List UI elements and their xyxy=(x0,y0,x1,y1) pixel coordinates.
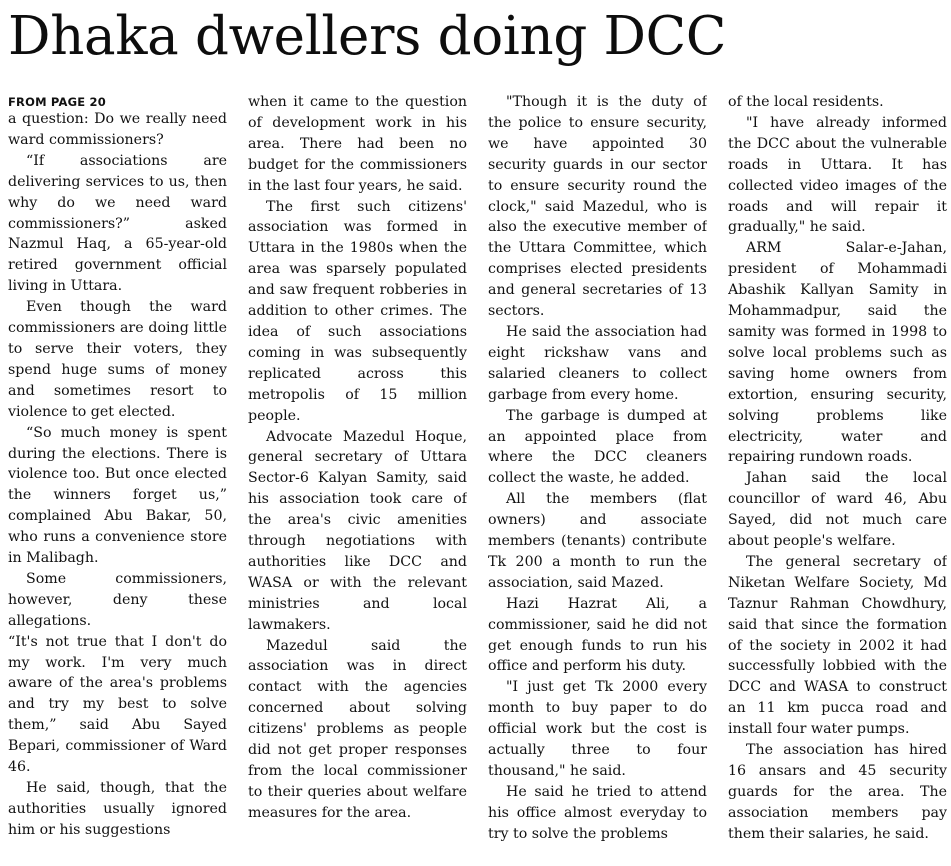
paragraph: Hazi Hazrat Ali, a commissioner, said he did not get enough funds to run his office and perform his duty. xyxy=(488,595,707,675)
paragraph: Mazedul said the association was in direct contact with the agencies concerned about solving citizens' problems as people did not get proper responses from the local commissioner to their queries about welfare measures for the area. xyxy=(248,637,467,821)
continued-from-kicker: FROM PAGE 20 xyxy=(8,95,106,109)
paragraph: Advocate Mazedul Hoque, general secretary of Uttara Sector-6 Kalyan Samity, said his association took care of the area's civic amenities through negotiations with authorities like DCC and WASA or with the relevant ministries and local lawmakers. xyxy=(248,428,467,633)
headline: Dhaka dwellers doing DCC xyxy=(8,6,727,67)
paragraph: when it came to the question of development work in his area. There had been no budget for the commissioners in the last four years, he said. xyxy=(248,94,467,194)
paragraph: "Though it is the duty of the police to ensure security, we have appointed 30 security guards in our sector to ensure security round the clock," said Mazedul, who is also the executive member of the Uttara Committee, which comprises elected presidents and general secretaries of 13 sectors. xyxy=(488,94,707,320)
article-body xyxy=(8,92,947,866)
paragraph: of the local residents. xyxy=(728,94,884,110)
article-column-2 xyxy=(248,92,467,866)
paragraph: "I have already informed the DCC about the vulnerable roads in Uttara. It has collected video images of the roads and will repair it gradually," he said. xyxy=(728,114,947,236)
article-column-4 xyxy=(728,92,947,866)
paragraph: He said the association had eight rickshaw vans and salaried cleaners to collect garbage from every home. xyxy=(488,323,707,403)
paragraph: Jahan said the local councillor of ward 46, Abu Sayed, did not much care about people's welfare. xyxy=(728,470,947,550)
paragraph: Some commissioners, however, deny these allegations. xyxy=(8,570,227,629)
paragraph: “If associations are delivering services to us, then why do we need ward commissioners?” asked Nazmul Haq, a 65-year-old retired government official living in Uttara. xyxy=(8,152,227,295)
paragraph: “So much money is spent during the elections. There is violence too. But once elected the winners forget us,” complained Abu Bakar, 50, who runs a convenience store in Malibagh. xyxy=(8,424,227,567)
paragraph: a question: Do we really need ward commissioners? xyxy=(8,111,227,148)
paragraph: All the members (flat owners) and associate members (tenants) contribute Tk 200 a month to run the association, said Mazed. xyxy=(488,491,707,591)
paragraph: ARM Salar-e-Jahan, president of Mohammadi Abashik Kallyan Samity in Mohammadpur, said the samity was formed in 1998 to solve local problems such as saving home owners from extortion, ensuring security, solving problems like electricity, water and repairing rundown roads. xyxy=(728,240,947,466)
paragraph: The association has hired 16 ansars and 45 security guards for the area. The association members pay them their salaries, he said. xyxy=(728,742,947,842)
paragraph: He said he tried to attend his office almost everyday to try to solve the problems xyxy=(488,783,707,842)
paragraph: "I just get Tk 2000 every month to buy paper to do official work but the cost is actually three to four thousand," he said. xyxy=(488,679,707,779)
paragraph: The first such citizens' association was formed in Uttara in the 1980s when the area was sparsely populated and saw frequent robberies in addition to other crimes. The idea of such associations coming in was subsequently replicated across this metropolis of 15 million people. xyxy=(248,198,467,424)
paragraph: The garbage is dumped at an appointed place from where the DCC cleaners collect the waste, he added. xyxy=(488,407,707,487)
paragraph: “It's not true that I don't do my work. I'm very much aware of the area's problems and try my best to solve them,” said Abu Sayed Bepari, commissioner of Ward 46. xyxy=(8,633,227,776)
paragraph: Even though the ward commissioners are doing little to serve their voters, they spend huge sums of money and sometimes resort to violence to get elected. xyxy=(8,299,227,420)
article-column-3 xyxy=(488,92,707,866)
paragraph: He said, though, that the authorities usually ignored him or his suggestions xyxy=(8,780,227,838)
paragraph: The general secretary of Niketan Welfare Society, Md Taznur Rahman Chowdhury, said that since the formation of the society in 2002 it had successfully lobbied with the DCC and WASA to construct an 11 km pucca road and install four water pumps. xyxy=(728,553,947,738)
article-column-1 xyxy=(8,92,227,866)
